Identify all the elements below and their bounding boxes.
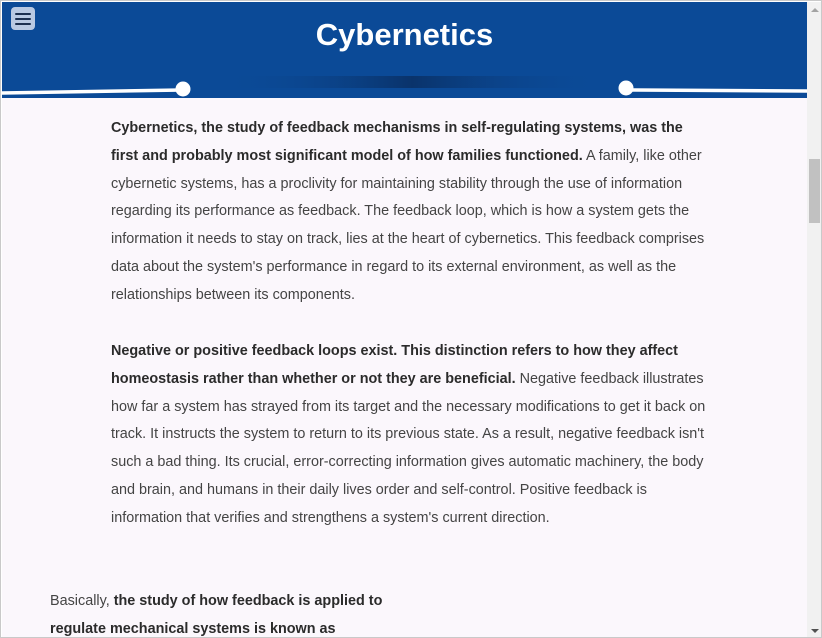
page-header [2,2,807,98]
paragraph-basically [50,588,390,638]
paragraph-bold-lead: Negative or positive feedback loops exist. This distinction refers to how they affect homeostasis rather than whether or not they are beneficial. [111,343,678,387]
paragraph-bold-lead: Cybernetics, the study of feedback mechanisms in self-regulating systems, was the first and probably most significant model of how families functioned. [111,120,683,164]
paragraph-cybernetics-intro [111,115,707,310]
vertical-scrollbar[interactable] [807,2,822,638]
scrollbar-thumb[interactable] [809,159,820,223]
paragraph-body: A family, like other cybernetic systems, has a proclivity for maintaining stability through the use of information regarding its performance as feedback. The feedback loop, which is how a system gets the information it needs to stay on track, lies at the heart of cybernetics. This feedback comprises data about the system's performance in regard to its external environment, as well as the relationships between its components. [111,147,705,303]
page-title: Cybernetics [315,17,494,52]
paragraph-bold-lead: the study of how feedback is applied to regulate mechanical systems is known as [50,593,383,637]
paragraph-body: Negative feedback illustrates how far a system has strayed from its target and the necessary modifications to get it back on track. It instructs the system to return to its previous state. As a result, negative feedback isn't such a bad thing. Its crucial, error-correcting information gives automatic machinery, the body and brain, and humans in their daily lives order and self-control. Positive feedback is information that verifies and strengthens a system's current direction. [111,370,706,526]
scroll-up-button[interactable] [807,2,822,17]
page-viewport [2,2,807,638]
scroll-up-arrow-icon [811,8,819,12]
scroll-down-button[interactable] [807,623,822,638]
paragraph-prefix: Basically, [50,593,114,609]
header-circuit-decoration [2,76,807,98]
paragraph-feedback-loops [111,338,707,533]
scroll-down-arrow-icon [811,629,819,633]
